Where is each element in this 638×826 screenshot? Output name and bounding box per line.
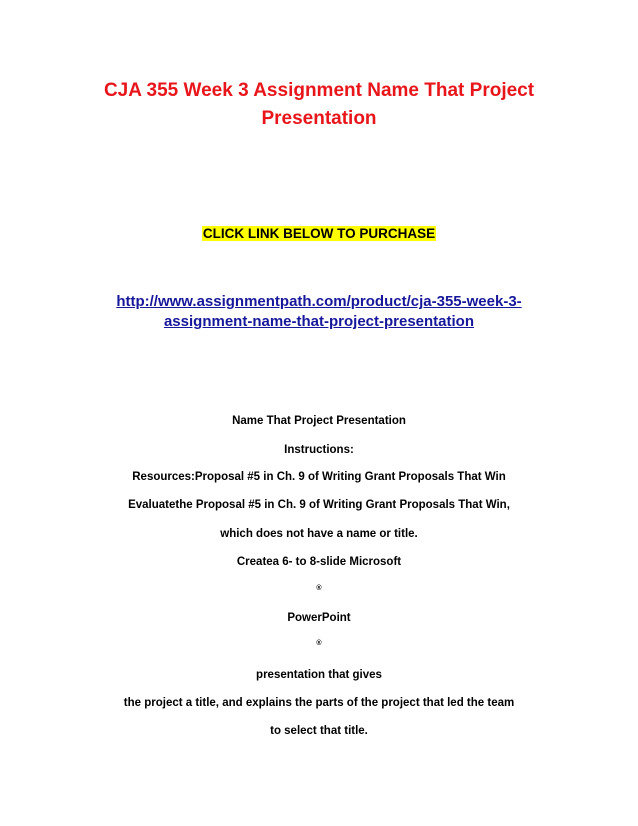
project-title-line: the project a title, and explains the parts of the project that led the team	[123, 697, 515, 709]
no-name-line: which does not have a name or title.	[220, 528, 418, 540]
powerpoint-line: PowerPoint	[287, 612, 351, 624]
purchase-callout	[0, 224, 638, 244]
purchase-callout-text: CLICK LINK BELOW TO PURCHASE	[202, 226, 436, 241]
create-line: Createa 6- to 8-slide Microsoft	[236, 556, 402, 568]
resources-line: Resources:Proposal #5 in Ch. 9 of Writing Grant Proposals That Win	[132, 471, 506, 483]
select-title-line: to select that title.	[270, 725, 368, 737]
purchase-link-line-1[interactable]: http://www.assignmentpath.com/product/cja-355-week-3-	[116, 293, 522, 310]
section-heading: Name That Project Presentation	[232, 415, 406, 427]
purchase-link-line-2[interactable]: assignment-name-that-project-presentation	[163, 313, 475, 330]
registered-mark-2: ®	[316, 640, 322, 647]
document-title-line-2: Presentation	[261, 108, 377, 129]
presentation-line: presentation that gives	[256, 669, 382, 681]
document-title-line-1: CJA 355 Week 3 Assignment Name That Project	[103, 80, 535, 101]
evaluate-line: Evaluatethe Proposal #5 in Ch. 9 of Writing Grant Proposals That Win,	[128, 499, 510, 511]
registered-mark-1: ®	[316, 585, 322, 592]
instructions-label: Instructions:	[284, 444, 354, 456]
